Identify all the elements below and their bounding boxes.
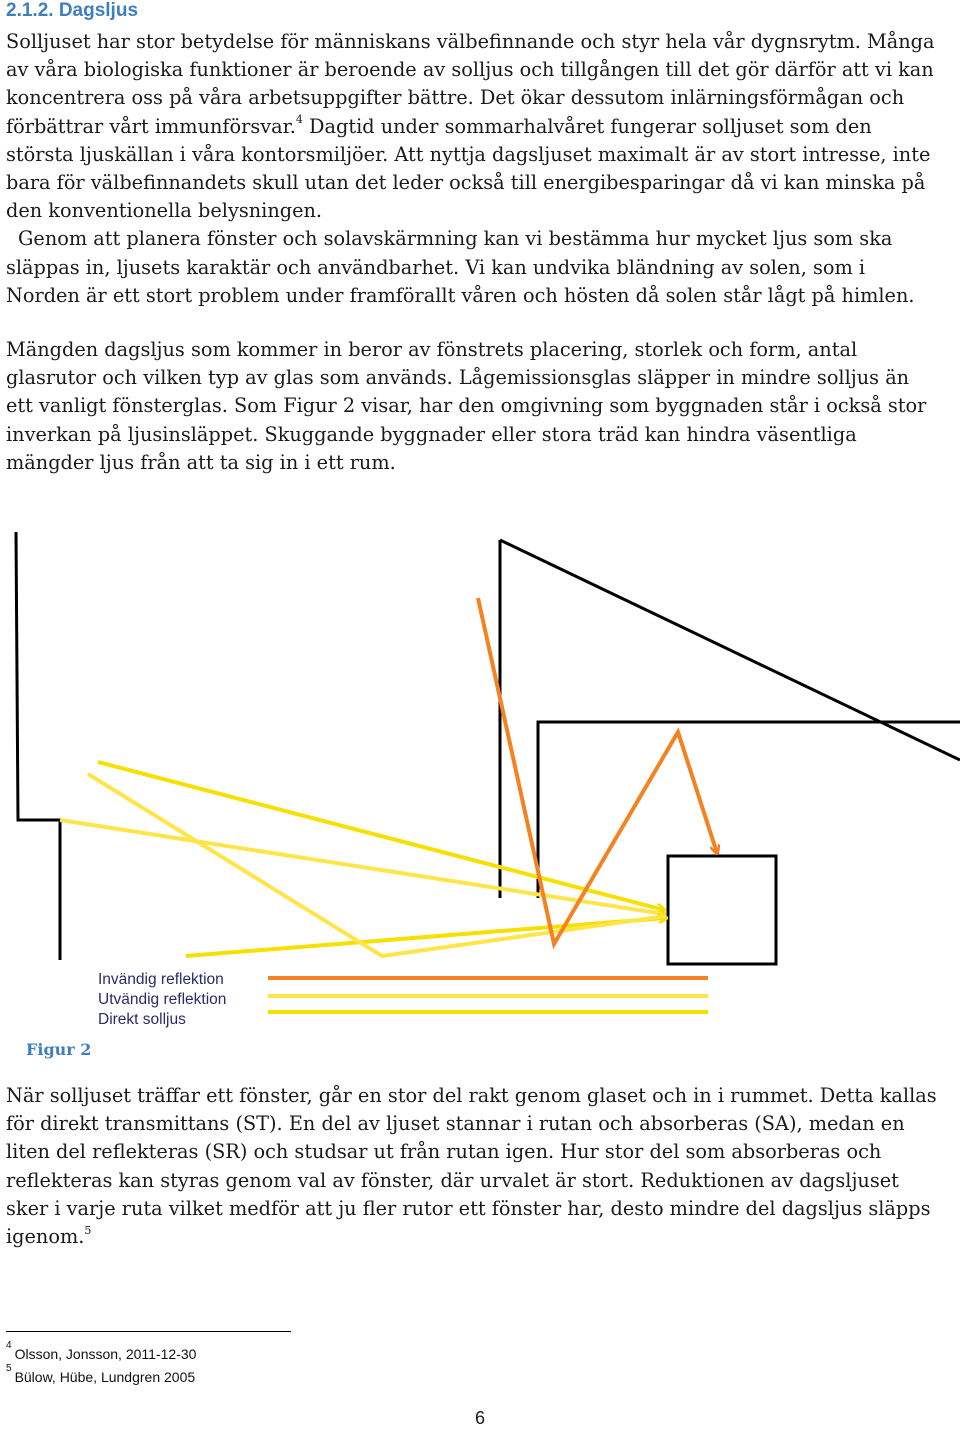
page-number: 6 bbox=[474, 1408, 485, 1428]
text-line: den konventionella belysningen. bbox=[6, 199, 323, 223]
text-line: När solljuset träffar ett fönster, går en stor del rakt genom glaset och in i rummet. Detta kallas bbox=[6, 1084, 937, 1107]
footnote-divider bbox=[6, 1331, 291, 1332]
text-line: glasrutor och vilken typ av glas som används. Lågemissionsglas släpper in mindre solljus än bbox=[6, 366, 910, 390]
text-line: ett vanligt fönsterglas. Som Figur 2 visar, har den omgivning som byggnaden står i också stor bbox=[6, 394, 927, 418]
text-line: släppas in, ljusets karaktär och användbarhet. Vi kan undvika bländning av solen, som i bbox=[6, 255, 866, 279]
text-line: Genom att planera fönster och solavskärmning kan vi bestämma hur mycket ljus som ska bbox=[18, 227, 893, 251]
paragraph-daylight-amount bbox=[6, 336, 958, 477]
footnote-text: Bülow, Hübe, Lundgren 2005 bbox=[14, 1369, 196, 1385]
footnote-4 bbox=[6, 1340, 197, 1362]
paragraph-daylight-intro bbox=[6, 28, 958, 310]
legend-label-internal: Invändig reflektion bbox=[98, 971, 224, 988]
left-building bbox=[16, 532, 60, 960]
figure-legend bbox=[98, 971, 708, 1028]
figure-daylight-diagram bbox=[0, 500, 960, 1040]
text-line: för direkt transmittans (ST). En del av ljuset stannar i rutan och absorberas (SA), medan en bbox=[6, 1112, 905, 1136]
right-building bbox=[500, 540, 960, 760]
footnote-ref-5[interactable]: 5 bbox=[84, 1223, 92, 1237]
text-line: reflekteras kan styras genom val av fönster, där urvalet är stort. Reduktionen av dagsljuset bbox=[6, 1168, 899, 1192]
text-line: Dagtid under sommarhalvåret fungerar solljuset som den bbox=[302, 114, 872, 138]
footnote-number: 5 bbox=[6, 1363, 12, 1375]
text-line: sker i varje ruta vilket medför att ju fler rutor ett fönster har, desto mindre del dagsljus släpps bbox=[6, 1196, 931, 1220]
text-line: Mängden dagsljus som kommer in beror av fönstrets placering, storlek och form, antal bbox=[6, 338, 858, 361]
legend-label-external: Utvändig reflektion bbox=[98, 991, 227, 1008]
text-line: av våra biologiska funktioner är beroende av solljus och tillgången till det gör därför att vi kan bbox=[6, 58, 934, 82]
ray-direct-2 bbox=[60, 820, 664, 914]
footnote-5 bbox=[6, 1363, 196, 1385]
footnote-ref-4[interactable]: 4 bbox=[295, 113, 303, 127]
ray-external-reflection bbox=[88, 774, 666, 956]
footnote-number: 4 bbox=[6, 1340, 12, 1352]
text-line: igenom. bbox=[6, 1225, 85, 1249]
text-line: inverkan på ljusinsläppet. Skuggande byggnader eller stora träd kan hindra väsentliga bbox=[6, 422, 857, 446]
figure-caption: Figur 2 bbox=[26, 1040, 92, 1059]
ray-direct-1 bbox=[98, 762, 664, 910]
text-line: liten del reflekteras (SR) och studsar ut från rutan igen. Hur stor del som absorberas och bbox=[6, 1140, 882, 1164]
text-line: mängder ljus från att ta sig in i ett rum. bbox=[6, 450, 396, 474]
text-line: förbättrar vårt immunförsvar. bbox=[6, 114, 296, 138]
footnote-text: Olsson, Jonsson, 2011-12-30 bbox=[14, 1346, 197, 1362]
text-line: Solljuset har stor betydelse för människans välbefinnande och styr hela vår dygnsrytm. Många bbox=[6, 30, 935, 53]
text-line: bara för välbefinnandets skull utan det leder också till energibesparingar då vi kan minska på bbox=[6, 171, 926, 195]
paragraph-transmittance bbox=[6, 1082, 958, 1251]
section-heading: 2.1.2. Dagsljus bbox=[6, 0, 139, 21]
furniture-box bbox=[668, 856, 776, 964]
legend-label-direct: Direkt solljus bbox=[98, 1011, 186, 1028]
text-line: koncentrera oss på våra arbetsuppgifter bättre. Det ökar dessutom inlärningsförmågan och bbox=[6, 86, 905, 110]
text-line: Norden är ett stort problem under framförallt våren och hösten då solen står lågt på himlen. bbox=[6, 283, 915, 307]
text-line: största ljuskällan i våra kontorsmiljöer. Att nyttja dagsljuset maximalt är av stort intresse, inte bbox=[6, 142, 931, 166]
